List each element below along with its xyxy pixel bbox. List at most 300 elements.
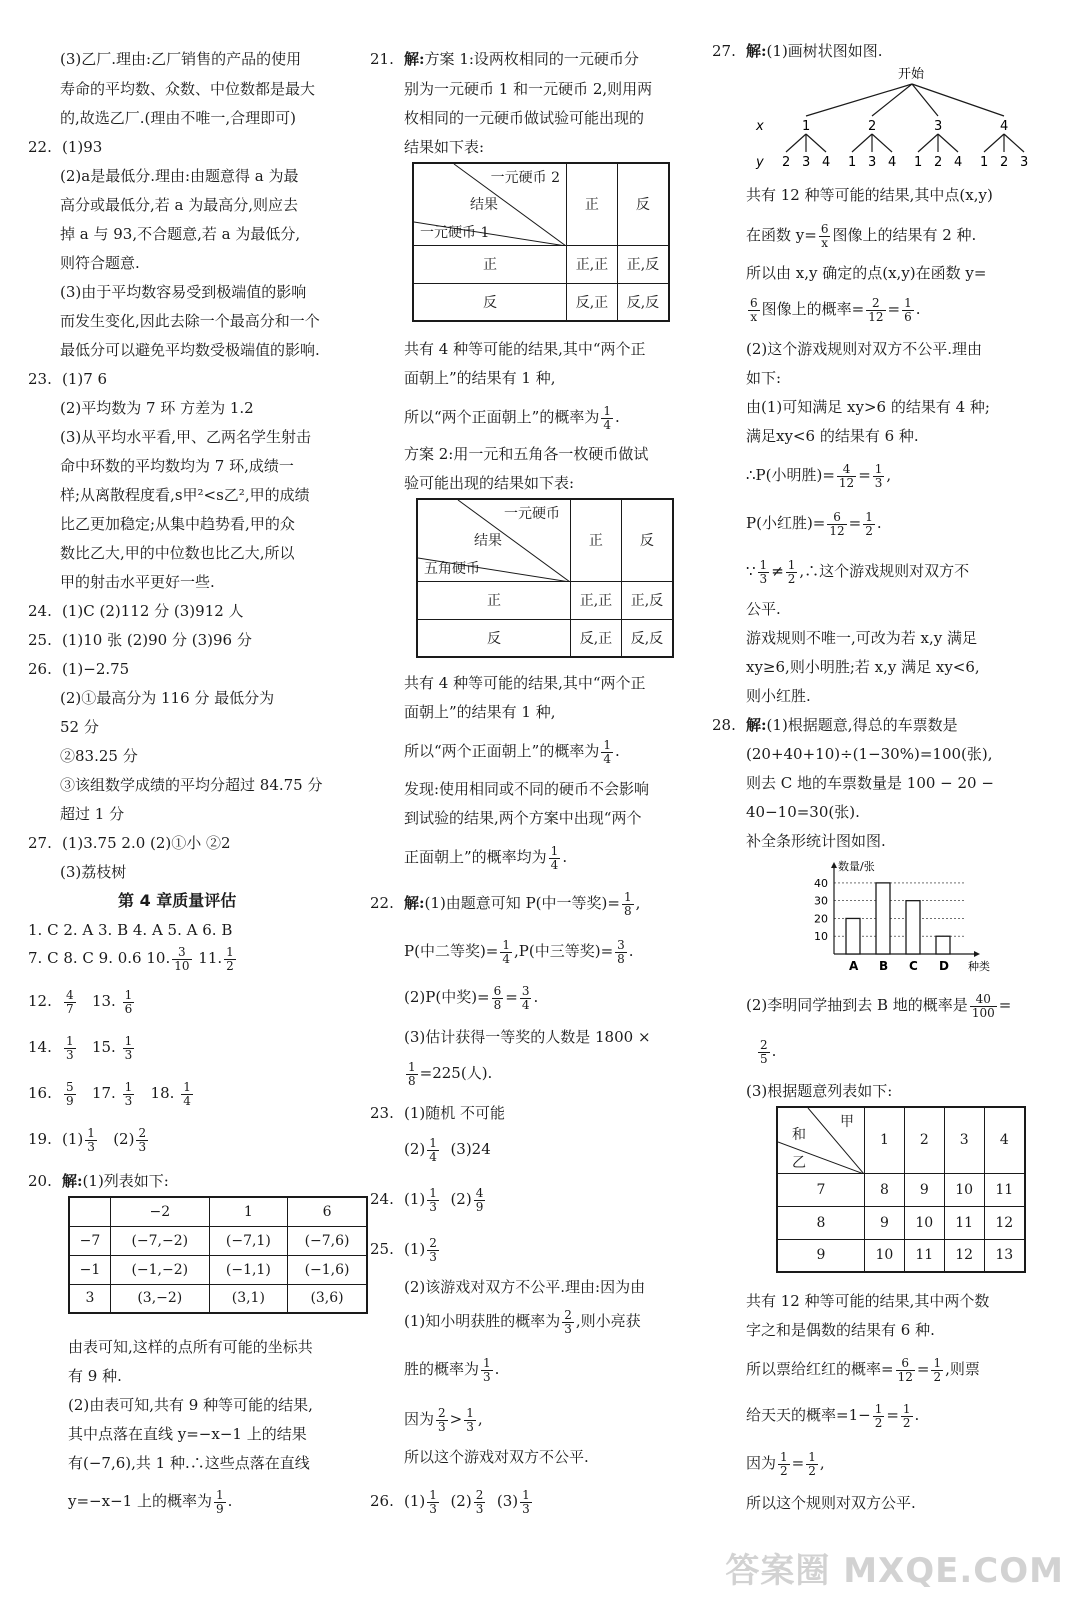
table-cell: 12	[944, 1239, 984, 1272]
fraction	[615, 939, 627, 966]
x-tick-label: B	[879, 959, 889, 973]
text-line-fraction: P(小红胜)= $\frac{6}{12}$ = $\frac{1}{2}$ .	[746, 509, 882, 538]
tree-y-node: 1	[980, 155, 989, 170]
table-cell: (−7,1)	[209, 1226, 288, 1255]
tree-y-node: 4	[888, 155, 897, 170]
denominator: 9	[215, 1501, 224, 1516]
question-number: 21.	[370, 50, 394, 68]
text-line: 方案 2:用一元和五角各一枚硬币做试	[404, 445, 649, 463]
numerator: 1	[522, 1487, 530, 1502]
answer-text: (1)	[404, 1190, 426, 1208]
question-25-mid	[370, 1234, 441, 1264]
text-line: 所以由 x,y 确定的点(x,y)在函数 y=	[746, 264, 987, 282]
text-line: 所以这个规则对双方公平.	[746, 1494, 916, 1512]
answers-12-13	[28, 986, 136, 1016]
answers-19	[28, 1124, 150, 1154]
text-line: 公平.	[746, 600, 781, 618]
tree-branch	[918, 134, 938, 152]
bar-D	[936, 936, 950, 954]
text-line-fraction: $\frac{2}{5}$ .	[760, 1037, 777, 1066]
table-header: 1	[209, 1197, 288, 1226]
text-line: 则小红胜.	[746, 687, 811, 705]
text-line: 有(−7,6),共 1 种.∴这些点落在直线	[68, 1454, 310, 1472]
numerator: 1	[466, 1405, 474, 1420]
fraction	[748, 297, 760, 324]
table-cell: 7	[777, 1173, 865, 1206]
tree-y-node: 2	[782, 155, 791, 170]
table-cell: 3	[69, 1284, 111, 1313]
fraction	[123, 989, 135, 1016]
denominator: 10	[174, 958, 190, 973]
table-cell: (−1,1)	[209, 1255, 288, 1284]
tree-diagram	[752, 66, 1052, 176]
answer-text: (1)−2.75	[62, 660, 130, 678]
text-line: 高分或最低分,若 a 为最高分,则应去	[60, 196, 299, 214]
diagonal-label: 结果	[470, 197, 498, 213]
numerator: 1	[874, 1401, 883, 1416]
numerator: 1	[124, 987, 133, 1002]
answer-text: 11.	[198, 949, 223, 967]
text-line: (20+40+10)÷(1−30%)=100(张),	[746, 745, 993, 763]
coin-table-2	[416, 498, 674, 658]
table-cell: 反	[413, 283, 567, 321]
table-cell: (−7,−2)	[111, 1226, 210, 1255]
fraction	[136, 1127, 148, 1154]
answer-text: (1)列表如下:	[82, 1172, 169, 1190]
answer-text: (1)画树状图如图.	[766, 42, 883, 60]
fraction	[500, 939, 512, 966]
answer-text: 正面朝上”的概率均为	[404, 848, 547, 866]
answer-text: (2)	[450, 1492, 472, 1510]
numerator: 6	[896, 1357, 915, 1371]
numerator: 1	[87, 1125, 95, 1140]
denominator: 12	[897, 1369, 913, 1384]
question-28	[712, 714, 958, 736]
text-line-fraction: 因为 $\frac{1}{2}$ = $\frac{1}{2}$ ,	[746, 1449, 825, 1478]
question-24	[28, 600, 244, 622]
tree-branch	[1004, 134, 1024, 152]
denominator: 9	[66, 1093, 74, 1108]
numerator: 1	[429, 1487, 437, 1502]
denominator: 6	[124, 1001, 133, 1016]
question-number: 20.	[28, 1172, 52, 1190]
numerator: 2	[138, 1125, 147, 1140]
denominator: 100	[971, 1005, 995, 1020]
answer-text: 所以“两个正面朝上”的概率为	[404, 742, 600, 760]
table-cell: 8	[777, 1206, 865, 1239]
table-header: 反	[621, 499, 673, 581]
bar-B	[876, 883, 890, 954]
denominator: 3	[124, 1093, 133, 1108]
numerator: 1	[808, 1449, 816, 1464]
text-line: 则去 C 地的车票数量是 100 − 20 −	[746, 774, 994, 792]
text-line-fraction: 所以“两个正面朝上”的概率为 $\frac{1}{4}$ .	[404, 737, 620, 766]
denominator: 5	[760, 1051, 768, 1066]
text-line: 面朝上”的结果有 1 种,	[404, 369, 556, 387]
tree-branch	[912, 84, 1004, 116]
question-number: 23.	[28, 370, 52, 388]
text-line: 数比乙大,甲的中位数也比乙大,所以	[60, 544, 295, 562]
numerator: 1	[787, 557, 796, 572]
answer-text: (2)	[113, 1130, 135, 1148]
tree-y-node: 2	[1000, 155, 1009, 170]
table-cell: 反,正	[571, 619, 622, 657]
text-line: 所以这个游戏对双方不公平.	[404, 1448, 589, 1466]
fraction	[601, 739, 613, 766]
text-line: 52 分	[60, 718, 99, 736]
numerator: 2	[760, 1037, 768, 1052]
numerator: 1	[408, 1059, 416, 1074]
tree-y-node: 1	[914, 155, 923, 170]
question-25	[28, 629, 252, 651]
fraction	[224, 946, 236, 973]
fraction	[406, 1061, 418, 1088]
numerator: 1	[902, 1401, 911, 1416]
fraction	[520, 985, 532, 1012]
question-number: 22.	[370, 894, 394, 912]
denominator: 4	[502, 951, 511, 966]
fraction	[492, 985, 504, 1012]
question-number: 25.	[28, 631, 52, 649]
denominator: 3	[429, 1199, 437, 1214]
diagonal-header-cell	[417, 499, 571, 581]
denominator: 2	[808, 1463, 816, 1478]
denominator: 2	[933, 1369, 942, 1384]
denominator: 4	[429, 1149, 437, 1164]
answer-text: 7. C 8. C 9. 0.6 10.	[28, 949, 171, 967]
diagonal-label: 一元硬币 2	[490, 170, 560, 186]
numerator: 1	[226, 944, 234, 959]
text-line: 掉 a 与 93,不合题意,若 a 为最低分,	[60, 225, 301, 243]
text-line: 游戏规则不唯一,可改为若 x,y 满足	[746, 629, 978, 647]
table-cell: 正	[413, 245, 567, 283]
table-cell: (−1,−2)	[111, 1255, 210, 1284]
denominator: 2	[874, 1415, 883, 1430]
table-cell: 正,正	[571, 581, 622, 619]
answer-text: (2)李明同学抽到去 B 地的概率是	[746, 996, 968, 1014]
question-21	[370, 48, 639, 70]
table-cell: 反,反	[617, 283, 669, 321]
text-line: (2)①最高分为 116 分 最低分为	[60, 689, 275, 707]
fraction	[520, 1489, 532, 1516]
question-27	[28, 832, 231, 854]
text-line-fraction: 胜的概率为 $\frac{1}{3}$ .	[404, 1355, 500, 1384]
table-header: 正	[567, 163, 618, 245]
answer-text: ,则票	[945, 1360, 980, 1378]
tree-x-node: 1	[802, 119, 811, 134]
fraction	[863, 511, 875, 538]
text-line-fraction	[404, 1058, 492, 1088]
table-header: 3	[944, 1107, 984, 1173]
fraction	[214, 1489, 226, 1516]
denominator: 12	[868, 309, 884, 324]
denominator: 2	[226, 958, 234, 973]
text-line-fraction: (2)李明同学抽到去 B 地的概率是 $\frac{40}{100}$ =	[746, 991, 1012, 1020]
diagonal-label: 一元硬币 1	[420, 225, 490, 241]
numerator: 2	[564, 1307, 572, 1322]
question-23-mid	[370, 1102, 505, 1124]
question-number: 23.	[370, 1104, 394, 1122]
numerator: 2	[438, 1405, 446, 1420]
denominator: 8	[493, 997, 502, 1012]
numerator: 3	[521, 983, 530, 998]
text-line: xy≥6,则小明胜;若 x,y 满足 xy<6,	[746, 658, 980, 676]
text-line-fraction: $\frac{6}{x}$ 图像上的概率= $\frac{2}{12}$ = $\frac{1}{6}$ .	[750, 295, 921, 324]
text-line: ②83.25 分	[60, 747, 138, 765]
text-line: 的,故选乙厂.(理由不唯一,合理即可)	[60, 109, 297, 127]
question-number: 15.	[91, 1038, 116, 1056]
numerator: 3	[172, 946, 191, 960]
answer-text: (1)	[404, 1240, 426, 1258]
numerator: 6	[750, 295, 758, 310]
text-line: (2)这个游戏规则对双方不公平.理由	[746, 340, 983, 358]
denominator: 3	[429, 1249, 437, 1264]
fraction	[549, 845, 561, 872]
answer-text: 所以票给红红的概率=	[746, 1360, 894, 1378]
answer-text: 因为	[746, 1454, 777, 1472]
denominator: 4	[603, 751, 611, 766]
numerator: 1	[759, 557, 768, 572]
answer-text: (1)由题意可知 P(中一等奖)=	[424, 894, 620, 912]
denominator: x	[821, 235, 829, 250]
table-cell: 11	[904, 1239, 944, 1272]
y-tick-label: 20	[814, 912, 828, 926]
fraction	[64, 1035, 76, 1062]
numerator: 1	[429, 1135, 437, 1150]
tree-y-node: 1	[848, 155, 857, 170]
text-line: (3)估计获得一等奖的人数是 1800 ×	[404, 1028, 651, 1046]
question-number: 14.	[28, 1038, 52, 1056]
fraction	[85, 1127, 97, 1154]
text-line: 面朝上”的结果有 1 种,	[404, 703, 556, 721]
diagonal-label: 结果	[474, 533, 502, 549]
question-24-mid	[370, 1184, 487, 1214]
solution-label: 解:	[746, 42, 767, 60]
numerator: 4	[475, 1185, 484, 1200]
text-line: 最低分可以避免平均数受极端值的影响.	[60, 341, 320, 359]
answer-text: (1)	[62, 1130, 84, 1148]
answer-text: (1)93	[62, 138, 103, 156]
table-header: 6	[288, 1197, 367, 1226]
fraction	[931, 1357, 943, 1384]
text-line: (3)根据题意列表如下:	[746, 1082, 893, 1100]
fraction	[172, 946, 191, 973]
text-line: (2)平均数为 7 环 方差为 1.2	[60, 399, 254, 417]
y-axis-label: 数量/张	[838, 860, 875, 873]
numerator: 1	[483, 1355, 491, 1370]
coin-table-1	[412, 162, 670, 322]
text-line-fraction: 因为 $\frac{2}{3}$ > $\frac{1}{3}$ ,	[404, 1405, 483, 1434]
denominator: 2	[902, 1415, 911, 1430]
choice-answers-2	[28, 943, 238, 973]
denominator: 3	[87, 1139, 95, 1154]
denominator: 3	[429, 1501, 437, 1516]
answers-16-18	[28, 1078, 195, 1108]
numerator: 1	[904, 295, 912, 310]
table-cell: 10	[865, 1239, 905, 1272]
text-line: (2)该游戏对双方不公平.理由:因为由	[404, 1278, 646, 1296]
denominator: 4	[550, 857, 559, 872]
answer-text: (1)10 张 (2)90 分 (3)96 分	[62, 631, 252, 649]
table-header: 2	[904, 1107, 944, 1173]
numerator: 1	[215, 1487, 224, 1502]
text-line: 样;从离散程度看,s甲²<s乙²,甲的成绩	[60, 486, 310, 504]
y-tick-label: 10	[814, 930, 828, 944]
question-23	[28, 368, 107, 390]
text-line: 由(1)可知满足 xy>6 的结果有 4 种;	[746, 398, 990, 416]
tree-x-node: 3	[934, 119, 943, 134]
question-number: 26.	[370, 1492, 394, 1510]
fraction	[901, 1403, 913, 1430]
numerator: 1	[66, 1033, 74, 1048]
watermark: 答案圈 MXQE.COM	[725, 1551, 1064, 1591]
fraction	[123, 1035, 135, 1062]
tree-branch	[852, 134, 872, 152]
text-line: 有 9 种.	[68, 1367, 122, 1385]
table-header: 正	[571, 499, 622, 581]
denominator: 3	[564, 1321, 572, 1336]
tree-y-node: 3	[1020, 155, 1029, 170]
table-header: 4	[984, 1107, 1025, 1173]
fraction	[806, 1451, 818, 1478]
text-line: 共有 12 种等可能的结果,其中点(x,y)	[746, 186, 993, 204]
question-number: 16.	[28, 1084, 52, 1102]
table-header: −2	[111, 1197, 210, 1226]
answer-text: 图像上的概率=	[761, 300, 865, 318]
text-line: (3)乙厂.理由:乙厂销售的产品的使用	[60, 50, 302, 68]
fraction	[902, 297, 914, 324]
table-cell: −1	[69, 1255, 111, 1284]
answer-text: ≠	[771, 562, 784, 580]
denominator: 3	[483, 1369, 491, 1384]
tree-branch	[806, 134, 826, 152]
text-line: 字之和是偶数的结果有 6 种.	[746, 1321, 935, 1339]
answer-text: (3)24	[450, 1140, 491, 1158]
text-line: 共有 12 种等可能的结果,其中两个数	[746, 1292, 990, 1310]
text-line: 验可能出现的结果如下表:	[404, 474, 575, 492]
denominator: 12	[829, 523, 845, 538]
diagonal-label: 和	[792, 1127, 806, 1143]
table-cell: 10	[904, 1206, 944, 1239]
numerator: 1	[623, 889, 632, 904]
fraction	[837, 463, 856, 490]
tree-y-node: 3	[868, 155, 877, 170]
numerator: 1	[780, 1449, 788, 1464]
answer-text: P(中二等奖)=	[404, 942, 499, 960]
tree-y-node: 2	[934, 155, 943, 170]
text-line: 寿命的平均数、众数、中位数都是最大	[60, 80, 316, 98]
answer-text: 方案 1:设两枚相同的一元硬币分	[424, 50, 639, 68]
y-tick-label: 30	[814, 894, 828, 908]
answer-text: 图像上的结果有 2 种.	[832, 226, 977, 244]
tree-y-node: 4	[822, 155, 831, 170]
denominator: 3	[438, 1419, 446, 1434]
question-number: 27.	[28, 834, 52, 852]
text-line: 满足xy<6 的结果有 6 种.	[746, 427, 919, 445]
fraction	[970, 993, 997, 1020]
tree-x-node: 2	[868, 119, 877, 134]
fraction	[819, 223, 831, 250]
text-line: ③该组数学成绩的平均分超过 84.75 分	[60, 776, 323, 794]
answer-text: (1)C (2)112 分 (3)912 人	[62, 602, 244, 620]
question-number: 17.	[91, 1084, 116, 1102]
table-cell: 13	[984, 1239, 1025, 1272]
answer-text: (2)	[450, 1190, 472, 1208]
text-line: 共有 4 种等可能的结果,其中“两个正	[404, 674, 646, 692]
table-cell: (3,1)	[209, 1284, 288, 1313]
fraction	[123, 1081, 135, 1108]
denominator: x	[750, 309, 758, 324]
text-line: 由表可知,这样的点所有可能的坐标共	[68, 1338, 313, 1356]
table-cell: 9	[777, 1239, 865, 1272]
tree-branch	[806, 84, 912, 116]
diagonal-label: 五角硬币	[424, 561, 480, 577]
fraction	[778, 1451, 790, 1478]
denominator: 4	[183, 1093, 191, 1108]
question-27-right	[712, 40, 883, 62]
text-line: 如下:	[746, 369, 782, 387]
numerator: 1	[603, 403, 611, 418]
fraction	[873, 463, 885, 490]
tree-branch	[938, 134, 958, 152]
text-line: 共有 4 种等可能的结果,其中“两个正	[404, 340, 646, 358]
question-26	[28, 658, 129, 680]
fraction	[622, 891, 634, 918]
numerator: 3	[617, 937, 625, 952]
answer-text: (1)知小明获胜的概率为	[404, 1312, 561, 1330]
text-line-fraction: 所以“两个正面朝上”的概率为 $\frac{1}{4}$ .	[404, 403, 620, 432]
tree-branch	[872, 134, 892, 152]
text-line: (3)荔枝树	[60, 863, 127, 881]
question-number: 26.	[28, 660, 52, 678]
bar-chart	[796, 858, 996, 973]
numerator: 1	[124, 1079, 133, 1094]
table-cell: 正	[417, 581, 571, 619]
fraction	[474, 1187, 486, 1214]
table-cell: 11	[984, 1173, 1025, 1206]
text-line: 而发生变化,因此去除一个最高分和一个	[60, 312, 320, 330]
question-26-mid	[370, 1486, 534, 1516]
question-22-mid: 22. 解:(1)由题意可知 P(中一等奖)= $\frac{1}{8}$ ,	[370, 889, 641, 918]
question-number: 13.	[91, 992, 116, 1010]
question-number: 28.	[712, 716, 736, 734]
text-line: 补全条形统计图如图.	[746, 832, 886, 850]
text-line-fraction	[746, 556, 969, 586]
tree-branch	[872, 84, 912, 116]
denominator: 8	[623, 903, 632, 918]
numerator: 40	[970, 993, 997, 1007]
answer-text: (1)随机 不可能	[404, 1104, 506, 1122]
text-line: (2)由表可知,共有 9 种等可能的结果,	[68, 1396, 313, 1414]
table-cell: (−1,6)	[288, 1255, 367, 1284]
denominator: 4	[603, 417, 611, 432]
question-number: 24.	[370, 1190, 394, 1208]
table-cell: 11	[944, 1206, 984, 1239]
x-tick-label: D	[939, 959, 949, 973]
answer-text: ,∴这个游戏规则对双方不	[799, 562, 970, 580]
answer-text: ∴P(小明胜)=	[746, 466, 835, 484]
question-20	[28, 1170, 169, 1192]
numerator: 1	[874, 461, 883, 476]
text-line: 命中环数的平均数均为 7 环,成绩一	[60, 457, 294, 475]
text-line: 超过 1 分	[60, 805, 125, 823]
choice-answers: 1. C 2. A 3. B 4. A 5. A 6. B	[28, 921, 233, 939]
tree-root-label: 开始	[898, 67, 925, 82]
numerator: 6	[820, 221, 829, 236]
text-line-fraction: 给天天的概率=1− $\frac{1}{2}$ = $\frac{1}{2}$ .	[746, 1401, 920, 1430]
table-header: 反	[617, 163, 669, 245]
numerator: 1	[124, 1033, 133, 1048]
